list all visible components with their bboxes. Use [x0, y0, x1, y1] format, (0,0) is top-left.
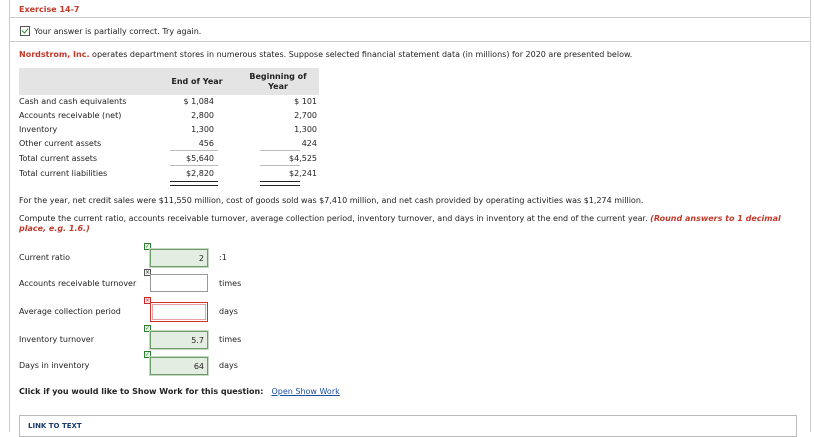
correct-icon: ✓: [145, 243, 151, 250]
check-icon: [20, 26, 30, 36]
table-row: [19, 152, 319, 166]
link-to-text-panel: [19, 415, 797, 437]
show-work-question: Click if you would like to Show Work for this question:: [19, 387, 264, 396]
days-inventory-label: Days in inventory: [19, 361, 90, 370]
end-value: 456: [198, 139, 214, 148]
status-text: Your answer is partially correct. Try again.: [34, 26, 202, 36]
table-header: [19, 68, 319, 95]
begin-value: $ 101: [294, 97, 317, 106]
begin-value: 2,700: [294, 111, 317, 120]
begin-value: 1,300: [294, 125, 317, 134]
company-name: Nordstrom, Inc.: [19, 50, 90, 59]
days-inventory-input[interactable]: 64: [150, 357, 208, 375]
table-row: [19, 95, 319, 109]
sales-paragraph: For the year, net credit sales were $11,550 million, cost of goods sold was $7,410 million, and net cash provided by operating activities was $1,274 million.: [19, 196, 644, 205]
inventory-turnover-input[interactable]: 5.7: [150, 331, 208, 349]
rounding-note: (Round answers to 1 decimal place, e.g. 1.6.): [19, 214, 781, 233]
ar-turnover-label: Accounts receivable turnover: [19, 279, 137, 288]
table-row: [19, 137, 319, 151]
correct-icon: ✓: [145, 351, 151, 358]
problem-intro: [19, 50, 632, 59]
avg-collection-unit: days: [219, 307, 238, 316]
end-value: 1,300: [191, 125, 214, 134]
days-inventory-unit: days: [219, 361, 238, 370]
current-ratio-input[interactable]: 2: [150, 249, 208, 267]
table-row: [19, 123, 319, 137]
row-label: Inventory: [19, 125, 58, 134]
subtotal-line: [260, 150, 300, 151]
total-double-line: [260, 181, 300, 186]
subtotal-line: [170, 165, 218, 166]
ar-turnover-unit: times: [219, 279, 242, 288]
total-double-line: [170, 181, 218, 186]
end-value: $5,640: [186, 154, 214, 163]
end-value: $2,820: [186, 169, 214, 178]
correct-icon: ✓: [145, 325, 151, 332]
show-work-prompt: [19, 387, 340, 396]
divider: [9, 17, 811, 18]
instructions-text: Compute the current ratio, accounts receivable turnover, average collection period, inventory turnover, and days in inventory at the end of the current year.: [19, 214, 651, 223]
table-row: [19, 167, 319, 181]
subtotal-line: [260, 165, 300, 166]
row-label: Accounts receivable (net): [19, 111, 122, 120]
inventory-turnover-unit: times: [219, 335, 242, 344]
avg-collection-label: Average collection period: [19, 307, 121, 316]
ar-turnover-input[interactable]: [150, 274, 208, 292]
row-label: Cash and cash equivalents: [19, 97, 127, 106]
open-show-work-link[interactable]: Open Show Work: [271, 387, 340, 396]
end-value: 2,800: [191, 111, 214, 120]
avg-collection-input[interactable]: [150, 302, 208, 322]
row-label: Total current assets: [19, 154, 98, 163]
begin-value: $4,525: [289, 154, 317, 163]
col-end-of-year: End of Year: [171, 77, 223, 86]
inventory-turnover-label: Inventory turnover: [19, 335, 95, 344]
instructions-paragraph: [19, 214, 799, 234]
col-beginning-of-year: Beginning of Year: [249, 72, 307, 91]
end-value: $ 1,084: [183, 97, 214, 106]
unanswered-icon: ×: [145, 269, 151, 276]
answer-status: [20, 26, 201, 36]
divider: [9, 41, 811, 42]
begin-value: $2,241: [289, 169, 317, 178]
exercise-title: Exercise 14-7: [19, 5, 80, 14]
row-label: Other current assets: [19, 139, 102, 148]
current-ratio-unit: :1: [219, 253, 227, 262]
subtotal-line: [170, 150, 218, 151]
intro-text: operates department stores in numerous states. Suppose selected financial statement data (in millions) for 2020 are presented below.: [89, 50, 633, 59]
row-label: Total current liabilities: [19, 169, 108, 178]
incorrect-icon: ×: [145, 297, 151, 304]
link-to-text-button[interactable]: LINK TO TEXT: [28, 422, 82, 430]
begin-value: 424: [301, 139, 317, 148]
table-row: [19, 109, 319, 123]
current-ratio-label: Current ratio: [19, 253, 71, 262]
